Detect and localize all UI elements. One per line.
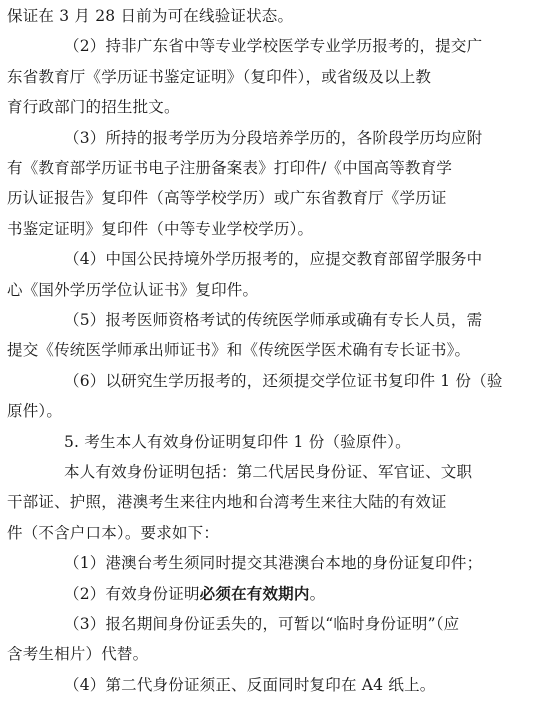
- text-line: 育行政部门的招生批文。: [7, 98, 180, 117]
- text-line: 原件）。: [7, 402, 63, 421]
- text-line: 5. 考生本人有效身份证明复印件 1 份（验原件）。: [64, 432, 411, 451]
- text-line: （3）所持的报考学历为分段培养学历的，各阶段学历均应附: [64, 128, 483, 147]
- text-segment: 。: [309, 584, 326, 603]
- text-line: （5）报考医师资格考试的传统医学师承或确有专长人员，需: [64, 311, 483, 329]
- text-segment: （2）有效身份证明: [64, 584, 200, 603]
- text-line: （4）中国公民持境外学历报考的，应提交教育部留学服务中: [64, 250, 483, 269]
- text-line: 件（不含户口本）。要求如下：: [7, 523, 220, 542]
- text-line: 提交《传统医学师承出师证书》和《传统医学医术确有专长证书》。: [7, 341, 471, 360]
- text-line: [64, 584, 549, 604]
- text-line: 东省教育厅《学历证书鉴定证明》（复印件），或省级及以上教: [7, 67, 432, 86]
- text-line: （4）第二代身份证须正、反面同时复印在 A4 纸上。: [64, 675, 436, 694]
- text-line: 历认证报告》复印件（高等学校学历）或广东省教育厅《学历证: [7, 189, 447, 208]
- text-line: 有《教育部学历证书电子注册备案表》打印件/《中国高等教育学: [7, 159, 453, 177]
- text-line: （6）以研究生学历报考的，还须提交学位证书复印件 1 份（验: [64, 371, 503, 390]
- emphasis-text: 必须在有效期内: [199, 583, 310, 603]
- text-line: 干部证、护照，港澳考生来往内地和台湾考生来往大陆的有效证: [7, 493, 447, 512]
- text-line: 书鉴定证明》复印件（中等专业学校学历）。: [7, 219, 314, 238]
- text-line: （2）持非广东省中等专业学校医学专业学历报考的，提交广: [64, 37, 483, 56]
- text-line: 心《国外学历学位认证书》复印件。: [7, 280, 259, 299]
- text-line: 本人有效身份证明包括：第二代居民身份证、军官证、文职: [64, 463, 473, 481]
- text-line: 保证在 3 月 28 日前为可在线验证状态。: [7, 7, 294, 25]
- text-line: （3）报名期间身份证丢失的，可暂以“临时身份证明”（应: [64, 615, 460, 633]
- text-line: 含考生相片）代替。: [7, 645, 149, 664]
- text-line: （1）港澳台考生须同时提交其港澳台本地的身份证复印件；: [64, 554, 483, 573]
